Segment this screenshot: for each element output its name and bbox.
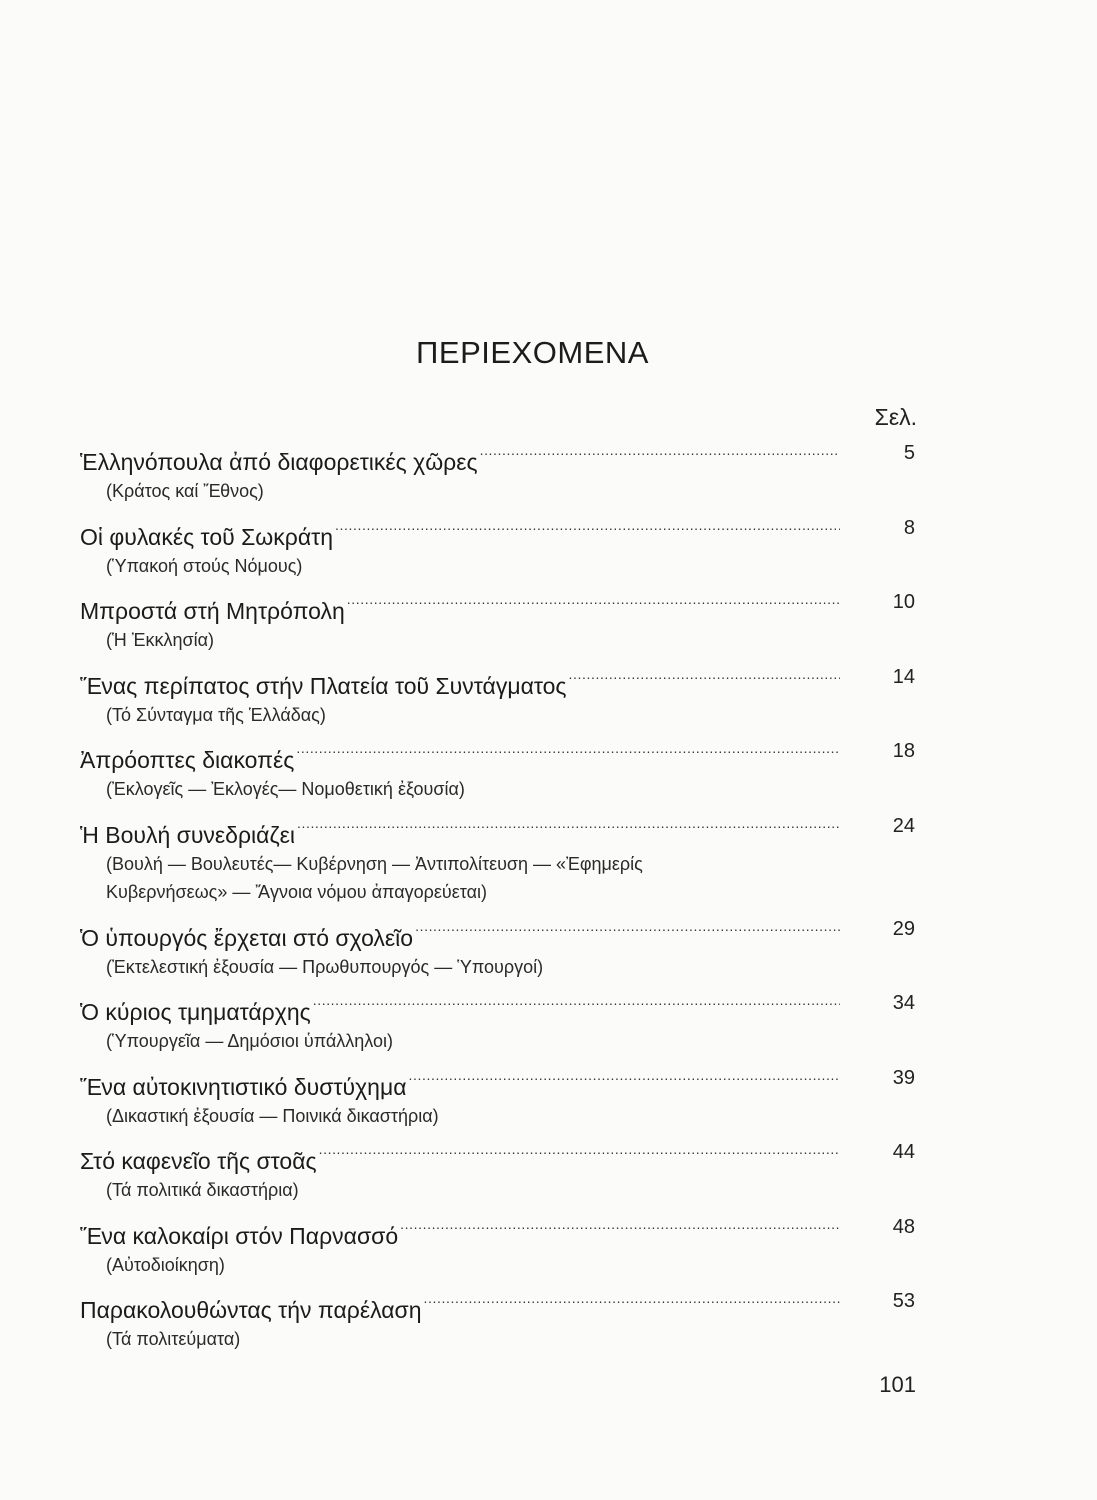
toc-entry-title: Ἀπρόοπτες διακοπές [80, 747, 295, 773]
dot-leader [296, 738, 840, 768]
table-of-contents [80, 440, 915, 1363]
toc-entry-title: Στό καφενεῖο τῆς στοᾶς [80, 1148, 317, 1174]
toc-entry-title: Ἑλληνόπουλα ἀπό διαφορετικές χῶρες [80, 449, 478, 475]
dot-leader [569, 664, 840, 694]
page-title: ΠΕΡΙΕΧΟΜΕΝΑ [416, 335, 649, 370]
toc-entry-subtitle: (Αὐτοδιοίκηση) [106, 1254, 225, 1275]
toc-entry-subtitle: (Τό Σύνταγμα τῆς Ἑλλάδας) [106, 704, 326, 725]
toc-entry [80, 738, 915, 813]
toc-entry-line [80, 1065, 840, 1102]
toc-entry-line [80, 440, 840, 477]
toc-entry [80, 916, 915, 991]
toc-entry-subtitle: (Ἐκτελεστική ἐξουσία — Πρωθυπουργός — Ὑπουργοί) [106, 956, 544, 977]
toc-entry-page: 24 [892, 814, 915, 837]
toc-entry-subtitle: (Βουλή — Βουλευτές— Κυβέρνηση — Ἀντιπολίτευση — «Ἐφημερίς [106, 853, 643, 874]
toc-entry [80, 589, 915, 664]
toc-entry-line [80, 916, 840, 953]
toc-entry [80, 515, 915, 590]
toc-entry-title: Ἡ Βουλή συνεδριάζει [80, 821, 295, 848]
toc-entry-subtitle: (Τά πολιτεύματα) [106, 1329, 241, 1349]
toc-entry-title: Ὁ ὑπουργός ἔρχεται στό σχολεῖο [80, 924, 414, 951]
toc-entry [80, 1288, 915, 1363]
toc-entry-subtitle: (Ἡ Ἐκκλησία) [106, 630, 215, 650]
toc-entry-line [80, 738, 840, 775]
dot-leader [335, 515, 840, 545]
toc-entry-subtitle: (Ὑπουργεῖα — Δημόσιοι ὑπάλληλοι) [106, 1031, 394, 1051]
toc-entry [80, 1065, 915, 1140]
toc-entry-title: Ἕνα καλοκαίρι στόν Παρνασσό [80, 1222, 399, 1249]
dot-leader [480, 440, 840, 470]
toc-entry-title: Οἱ φυλακές τοῦ Σωκράτη [80, 523, 334, 550]
dot-leader [313, 990, 840, 1020]
toc-entry-title: Ἕνας περίπατος στήν Πλατεία τοῦ Συντάγματος [80, 672, 567, 699]
toc-entry [80, 813, 915, 916]
toc-entry-page: 29 [892, 917, 915, 940]
dot-leader [415, 916, 840, 946]
toc-entry-line [80, 1288, 840, 1325]
toc-entry-page: 48 [892, 1215, 915, 1238]
toc-entry-page: 44 [892, 1141, 915, 1163]
dot-leader [347, 589, 840, 619]
toc-entry-page: 53 [892, 1290, 915, 1312]
toc-entry-subtitle: (Δικαστική ἐξουσία — Ποινικά δικαστήρια) [106, 1105, 439, 1126]
toc-entry-subtitle-continued: Κυβερνήσεως» — Ἄγνοια νόμου ἀπαγορεύεται) [106, 881, 488, 902]
toc-entry-page: 39 [892, 1066, 915, 1089]
toc-entry-line [80, 990, 840, 1027]
toc-entry [80, 990, 915, 1065]
toc-entry-page: 34 [892, 992, 915, 1014]
toc-entry-subtitle: (Ἐκλογεῖς — Ἐκλογές— Νομοθετική ἐξουσία) [106, 779, 465, 799]
dot-leader [409, 1065, 841, 1095]
toc-entry-title: Ἕνα αὐτοκινητιστικό δυστύχημα [80, 1073, 407, 1100]
toc-entry-line [80, 664, 840, 701]
toc-entry-line [80, 1214, 840, 1251]
toc-entry [80, 440, 915, 515]
dot-leader [400, 1214, 840, 1244]
toc-entry [80, 1139, 915, 1214]
toc-entry-subtitle: (Κράτος καί Ἔθνος) [106, 481, 264, 501]
toc-entry-page: 8 [903, 516, 915, 539]
toc-entry [80, 664, 915, 739]
toc-entry-title: Μπροστά στή Μητρόπολη [80, 598, 345, 624]
toc-entry-line [80, 515, 840, 552]
toc-entry-line [80, 813, 840, 850]
toc-entry [80, 1214, 915, 1289]
toc-entry-subtitle: (Ὑπακοή στούς Νόμους) [106, 555, 303, 576]
toc-entry-subtitle: (Τά πολιτικά δικαστήρια) [106, 1180, 299, 1200]
toc-entry-line [80, 1139, 840, 1176]
toc-entry-page: 5 [903, 442, 915, 464]
dot-leader [424, 1288, 840, 1318]
toc-entry-title: Παρακολουθώντας τήν παρέλαση [80, 1297, 422, 1323]
dot-leader [297, 813, 840, 843]
toc-entry-page: 14 [892, 665, 915, 688]
toc-entry-line [80, 589, 840, 626]
toc-entry-title: Ὁ κύριος τμηματάρχης [80, 999, 311, 1025]
toc-entry-page: 18 [892, 740, 915, 762]
page-column-label: Σελ. [874, 404, 917, 430]
toc-entry-page: 10 [892, 591, 915, 613]
dot-leader [319, 1139, 840, 1169]
page-number: 101 [879, 1372, 916, 1397]
